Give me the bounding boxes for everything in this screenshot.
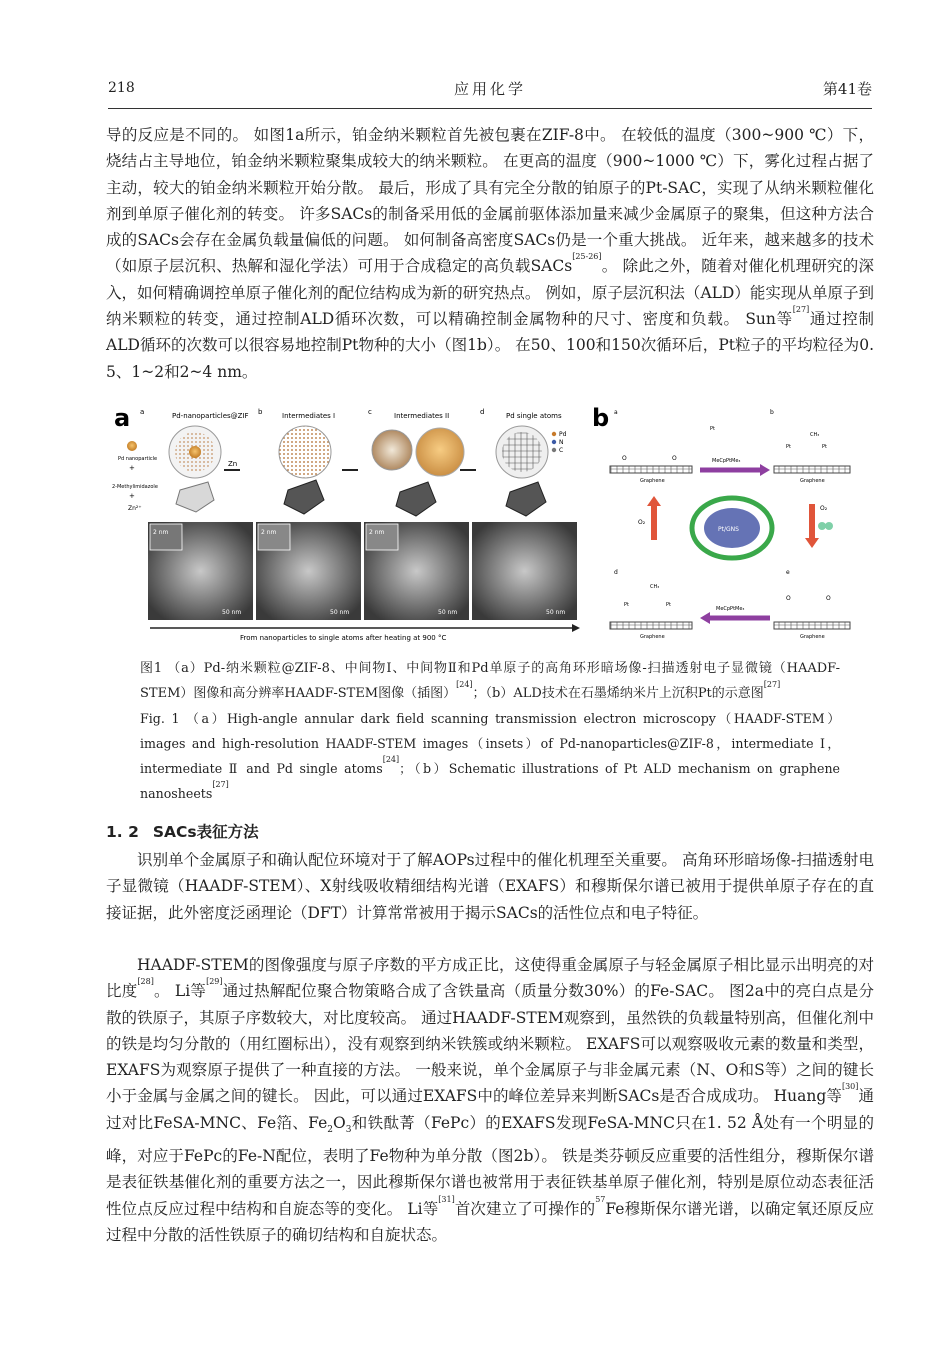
panel-b-sub-e: e	[786, 569, 790, 576]
o2-molecule-icon	[818, 522, 826, 530]
label-ch3-b: CH₃	[810, 432, 820, 438]
label-zn: Zn	[228, 460, 238, 468]
paragraph-2-text: 识别单个金属原子和确认配位环境对于了解AOPs过程中的催化机理至关重要。 高角环形暗场像-扫描透射电子显微镜（HAADF-STEM）、X射线吸收精细结构光谱（EXAFS）和穆斯保尔谱已被用于提供单原子存在的直接证据，此外密度泛函理论（DFT）计算常常被用于揭示SACs的活性位点和电子特征。	[106, 851, 874, 922]
citation: [27]	[212, 780, 229, 789]
panel-a-title-1: Pd-nanoparticles@ZIF	[172, 412, 249, 420]
label-zn-ion: Zn²⁺	[128, 505, 142, 512]
text-run: 。 除此之外，随着对催化机理研究的深入，如何精确调控单原子催化剂的配位结构成为新的研究热点。 例如，原子层沉积法（ALD）能实现从单原子到纳米颗粒的转变，通过控制ALD循环次数，可以精确控制金属物种的尺寸、密度和负载。 Sun等	[106, 257, 874, 329]
panel-a-sub-c: c	[368, 408, 372, 416]
label-o-e1: O	[786, 595, 791, 602]
panel-a-title-4: Pd single atoms	[506, 412, 562, 420]
running-header	[108, 78, 872, 109]
panel-a-title-3: Intermediates II	[394, 412, 450, 420]
paragraph-2	[106, 847, 874, 926]
citation: [24]	[456, 680, 473, 689]
section-number: 1. 2	[106, 823, 139, 841]
label-plus: +	[129, 464, 135, 472]
arrowhead-red-down-icon	[805, 538, 819, 548]
scale-bar-2: 50 nm	[330, 609, 350, 616]
caption-en-part1: Fig. 1 （a）High-angle annular dark field scanning transmission electron microscopy（HAADF-STEM）images and high-resolution HAADF-STEM images（insets）of Pd-nanoparticles@ZIF-8，intermediate Ⅰ，intermediate Ⅱ and Pd single atoms	[140, 711, 840, 776]
journal-title: 应用化学	[453, 80, 526, 98]
panel-a-label: a	[114, 404, 131, 432]
tem-inset-1	[150, 524, 182, 550]
text-run: Fe穆斯保尔谱光谱，以确定氧还原反应过程中分散的活性铁原子的确切结构和自旋状态。	[106, 1199, 874, 1245]
label-graphene-b: Graphene	[800, 478, 825, 484]
arrowhead-purple-left-icon	[700, 612, 710, 624]
panel-b-sub-a: a	[614, 409, 618, 416]
citation: [25-26]	[572, 252, 602, 262]
intermediate-1-crystal-icon	[284, 480, 324, 514]
legend-c-dot	[552, 448, 556, 452]
subscript: 3	[345, 1124, 352, 1135]
panel-b	[592, 404, 850, 640]
legend-pd: Pd	[559, 431, 567, 438]
label-pt-d2: Pt	[666, 602, 671, 608]
pd-nanoparticle-icon	[127, 441, 137, 451]
text-run: 首次建立了可操作的	[454, 1199, 596, 1218]
citation: [30]	[841, 1082, 859, 1092]
paragraph-3	[106, 952, 874, 1248]
tem-inset-2	[258, 524, 290, 550]
label-2-methylimidazole: 2-Methylimidazole	[112, 484, 158, 490]
text-run: 通过对比FeSA-MNC、Fe箔、Fe	[106, 1087, 874, 1132]
caption-zh	[140, 656, 840, 706]
text-run: 和铁酞菁（FePc）的EXAFS发现FeSA-MNC只在1. 52 Å处有一个明显的峰，对应于FePc的Fe-N配位，表明了Fe物种为单分散（图2b）。 铁是类芬顿反应重要的活性组分，穆斯保尔谱是表征铁基催化剂的重要方法之一，因此穆斯保尔谱也被常用于表征铁基单原子催化剂，特别是原位动态表征活性位点反应过程中结构和自旋态等的变化。 Li等	[106, 1113, 874, 1218]
panel-b-label: b	[592, 404, 610, 432]
intermediate-2-crystal-icon	[396, 482, 436, 516]
citation: [27]	[792, 305, 810, 315]
citation: [24]	[382, 755, 400, 764]
section-heading	[106, 820, 273, 842]
panel-a-sub-d: d	[480, 408, 485, 416]
single-atom-crystal-icon	[506, 482, 546, 516]
arrowhead-icon	[572, 624, 580, 632]
volume-label: 第41卷	[822, 80, 872, 98]
caption-zh-part1: 图1 （a）Pd-纳米颗粒@ZIF-8、中间物Ⅰ、中间物Ⅱ和Pd单原子的高角环形暗场像-扫描透射电子显微镜（HAADF-STEM）图像和高分辨率HAADF-STEM图像（插图）	[140, 661, 840, 701]
legend-c: C	[559, 447, 564, 454]
label-pt-b1: Pt	[786, 444, 791, 450]
text-run: 通过热解配位聚合物策略合成了含铁量高（质量分数30%）的Fe-SAC。 图2a中的亮白点是分散的铁原子，其原子序数较大，对比度较高。 通过HAADF-STEM观察到，虽然铁的负载量特别高，但催化剂中的铁是均匀分散的（用红圈标出），没有观察到纳米铁簇或纳米颗粒。 EXAFS可以观察吸收元素的数量和类型，EXAFS为观察原子提供了一种直接的方法。 一般来说，单个金属原子与非金属元素（N、O和S等）之间的键长小于金属与金属之间的键长。 因此，可以通过EXAFS中的峰位差异来判断SACs是否合成成功。 Huang等	[106, 982, 874, 1106]
section-title: SACs表征方法	[152, 823, 259, 841]
pd-core-icon	[189, 446, 201, 458]
graphene-substrate-a	[610, 466, 692, 473]
tem-image-4	[472, 522, 577, 620]
label-reagent-bottom: MeCpPtMe₃	[716, 606, 745, 612]
inset-scale-1: 2 nm	[153, 529, 169, 536]
label-o-2: O	[672, 455, 677, 462]
label-o-e2: O	[826, 595, 831, 602]
citation: [31]	[438, 1194, 455, 1204]
label-graphene-d: Graphene	[640, 634, 665, 640]
zif-crystal-icon	[176, 482, 214, 512]
label-pt-d1: Pt	[624, 602, 629, 608]
label-graphene-e: Graphene	[800, 634, 825, 640]
graphene-substrate-e	[774, 622, 850, 629]
o2-molecule-icon	[825, 522, 833, 530]
label-o2-right: O₂	[820, 505, 828, 512]
panel-b-sub-b: b	[770, 409, 774, 416]
citation: [28]	[137, 977, 154, 987]
label-pt-b2: Pt	[822, 444, 827, 450]
scale-bar-3: 50 nm	[438, 609, 458, 616]
text-run: 通过控制ALD循环的次数可以很容易地控制Pt物种的大小（图1b）。 在50、100和150次循环后，Pt粒子的平均粒径为0. 5、1~2和2~4 nm。	[106, 310, 874, 381]
inset-scale-2: 2 nm	[261, 529, 277, 536]
scale-bar-1: 50 nm	[222, 609, 242, 616]
figure-caption	[140, 656, 840, 806]
paragraph-continuation	[106, 122, 874, 385]
label-ch3-d: CH₃	[650, 584, 660, 590]
legend-n-dot	[552, 440, 556, 444]
citation: [29]	[206, 977, 223, 987]
graphene-substrate-b	[774, 466, 850, 473]
figure-1	[110, 400, 852, 650]
intermediate-1-zoom	[279, 426, 331, 478]
label-pd-nanoparticle: Pd nanoparticle	[118, 456, 158, 462]
label-pt-top: Pt	[710, 426, 715, 432]
label-pt-gns: Pt/GNS	[718, 526, 739, 533]
label-graphene-a: Graphene	[640, 478, 665, 484]
graphene-substrate-d	[610, 622, 692, 629]
panel-a-sub-a: a	[140, 408, 145, 416]
arrowhead-red-icon	[647, 496, 661, 506]
intermediate-2-zoom-right	[416, 428, 464, 476]
page-number: 218	[108, 80, 135, 96]
label-o2-left: O₂	[638, 519, 646, 526]
legend-pd-dot	[552, 432, 556, 436]
arrowhead-purple-icon	[760, 464, 770, 476]
text-run: O	[333, 1113, 346, 1132]
figure-1-graphic	[110, 400, 852, 650]
panel-a-sub-b: b	[258, 408, 263, 416]
caption-en	[140, 706, 840, 806]
caption-zh-part2: ；（b）ALD技术在石墨烯纳米片上沉积Pt的示意图	[472, 686, 764, 701]
panel-a-bottom-label: From nanoparticles to single atoms after heating at 900 °C	[240, 634, 447, 642]
label-o-1: O	[622, 455, 627, 462]
text-run: 导的反应是不同的。 如图1a所示，铂金纳米颗粒首先被包裹在ZIF-8中。 在较低的温度（300~900 ℃）下，烧结占主导地位，铂金纳米颗粒聚集成较大的纳米颗粒。 在更高的温度（900~1000 ℃）下，雾化过程占据了主动，较大的铂金纳米颗粒开始分散。 最后，形成了具有完全分散的铂原子的Pt-SAC，实现了从纳米颗粒催化剂到单原子催化剂的转变。 许多SACs的制备采用低的金属前驱体添加量来减少金属原子的聚集，但这种方法合成的SACs会存在金属负载量偏低的问题。 如何制备高密度SACs仍是一个重大挑战。 近年来，越来越多的技术（如原子层沉积、热解和湿化学法）可用于合成稳定的高负载SACs	[106, 126, 874, 276]
subscript: 2	[327, 1124, 333, 1135]
single-atom-lattice	[502, 432, 542, 472]
text-run: 。 Li等	[153, 982, 207, 1001]
inset-scale-3: 2 nm	[369, 529, 385, 536]
isotope-superscript: 57	[595, 1194, 606, 1204]
citation: [27]	[763, 680, 781, 689]
legend-n: N	[559, 439, 564, 446]
label-plus-2: +	[129, 492, 135, 500]
label-reagent-top: MeCpPtMe₃	[712, 458, 741, 464]
caption-en-part2: ；（b）Schematic illustrations of Pt ALD mechanism on graphene nanosheets	[140, 761, 841, 801]
panel-a	[112, 404, 580, 642]
intermediate-2-zoom-left	[372, 430, 412, 470]
scale-bar-4: 50 nm	[546, 609, 566, 616]
text-run: HAADF-STEM的图像强度与原子序数的平方成正比，这使得重金属原子与轻金属原子相比显示出明亮的对比度	[106, 956, 874, 1001]
tem-inset-3	[366, 524, 398, 550]
panel-a-title-2: Intermediates I	[282, 412, 336, 420]
panel-b-sub-d: d	[614, 569, 618, 576]
